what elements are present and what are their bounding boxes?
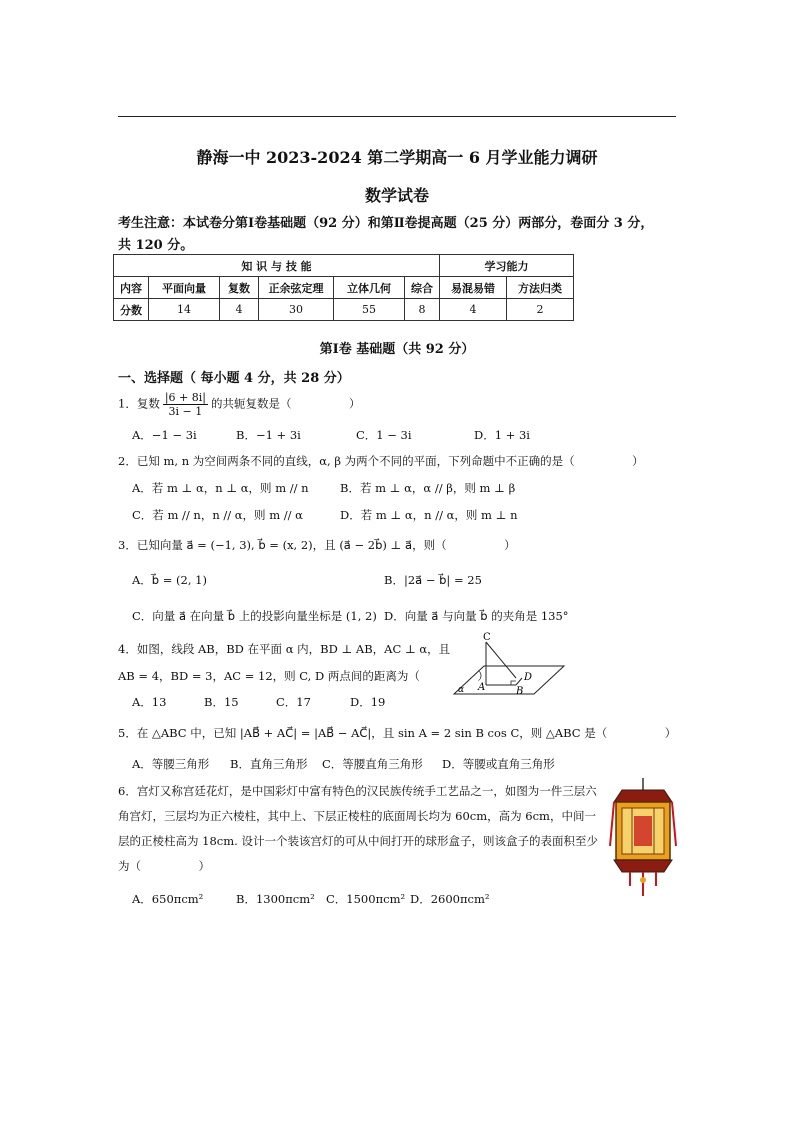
score-table <box>113 254 574 321</box>
segment-cd <box>486 642 516 678</box>
notice-line-2: 共 120 分。 <box>118 238 194 253</box>
exam-notice <box>118 213 680 257</box>
q2-option-a: A．若 m ⊥ α，n ⊥ α，则 m // n <box>132 481 309 495</box>
question-4-line-2: AB = 4，BD = 3，AC = 12，则 C, D 两点间的距离为（ ） <box>118 669 489 683</box>
q2-option-b: B．若 m ⊥ α，α // β，则 m ⊥ β <box>340 481 516 495</box>
question-5: 5．在 △ABC 中，已知 |AB⃗ + AC⃗| = |AB⃗ − AC⃗|，且 sin A = 2 sin B cos C，则 △ABC 是（ ） <box>118 726 677 740</box>
col-header: 平面向量 <box>149 277 220 299</box>
score-cell: 14 <box>149 299 220 321</box>
q4-option-a: A．13 <box>132 695 167 709</box>
score-cell: 55 <box>334 299 405 321</box>
exam-subtitle: 数学试卷 <box>364 186 429 205</box>
q1-option-d: D．1 + 3i <box>474 428 530 442</box>
q1-option-b: B．−1 + 3i <box>236 428 301 442</box>
q1-option-a: A．−1 − 3i <box>132 428 197 442</box>
q4-option-d: D．19 <box>350 695 386 709</box>
label-alpha: α <box>458 685 465 695</box>
label-a: A <box>478 682 486 693</box>
notice-line-1: 考生注意：本试卷分第Ⅰ卷基础题（92 分）和第Ⅱ卷提高题（25 分）两部分，卷面分 3 分， <box>118 216 654 231</box>
q1-fraction <box>163 391 208 418</box>
segment-bd <box>516 678 522 685</box>
col-header: 方法归类 <box>507 277 574 299</box>
q6-option-a: A．650πcm² <box>132 892 204 906</box>
q3-option-c: C．向量 a⃗ 在向量 b⃗ 上的投影向量坐标是 (1, 2) <box>132 609 377 623</box>
label-b: B <box>516 686 524 697</box>
q3-option-b: B．|2a⃗ − b⃗| = 25 <box>384 573 482 587</box>
score-cell: 4 <box>220 299 259 321</box>
question-1 <box>118 391 360 418</box>
q2-option-c: C．若 m // n，n // α，则 m // α <box>132 508 303 522</box>
q5-option-a: A．等腰三角形 <box>132 757 210 771</box>
question-3: 3．已知向量 a⃗ = (−1, 3), b⃗ = (x, 2)，且 (a⃗ − 2b⃗) ⊥ a⃗，则（ ） <box>118 538 516 552</box>
q1-denominator: 3i − 1 <box>168 405 203 418</box>
q6-option-b: B．1300πcm² <box>236 892 315 906</box>
q4-option-b: B．15 <box>204 695 239 709</box>
group-ability: 学习能力 <box>440 255 574 277</box>
top-rule <box>118 116 676 117</box>
q3-option-a: A．b⃗ = (2, 1) <box>132 573 207 587</box>
q5-option-c: C．等腰直角三角形 <box>322 757 423 771</box>
section-heading: 第Ⅰ卷 基础题（共 92 分） <box>319 342 475 357</box>
question-2: 2．已知 m, n 为空间两条不同的直线，α, β 为两个不同的平面，下列命题中不正确的是（ ） <box>118 454 644 468</box>
exam-title: 静海一中 2023-2024 第二学期高一 6 月学业能力调研 <box>196 148 598 167</box>
score-cell: 8 <box>405 299 440 321</box>
row-label-score: 分数 <box>114 299 149 321</box>
row-label-content: 内容 <box>114 277 149 299</box>
lantern-image <box>608 776 678 898</box>
col-header: 正余弦定理 <box>259 277 334 299</box>
q2-option-d: D．若 m ⊥ α，n // α，则 m ⊥ n <box>340 508 518 522</box>
question-4-line-1: 4．如图，线段 AB，BD 在平面 α 内，BD ⊥ AB，AC ⊥ α，且 <box>118 642 451 656</box>
q5-option-d: D．等腰或直角三角形 <box>442 757 555 771</box>
group-knowledge: 知 识 与 技 能 <box>114 255 440 277</box>
score-cell: 4 <box>440 299 507 321</box>
label-d: D <box>524 672 533 683</box>
q5-option-b: B．直角三角形 <box>230 757 308 771</box>
q1-option-c: C．1 − 3i <box>356 428 412 442</box>
q6-option-c: C．1500πcm² <box>326 892 406 906</box>
q4-figure <box>446 630 572 698</box>
q6-option-d: D．2600πcm² <box>410 892 490 906</box>
score-cell: 30 <box>259 299 334 321</box>
col-header: 复数 <box>220 277 259 299</box>
q1-suffix: 的共轭复数是（ ） <box>210 396 361 411</box>
q1-prefix: 1．复数 <box>118 396 160 411</box>
col-header: 立体几何 <box>334 277 405 299</box>
q1-numerator: |6 + 8i| <box>164 391 206 404</box>
score-cell: 2 <box>507 299 574 321</box>
col-header: 易混易错 <box>440 277 507 299</box>
q4-option-c: C．17 <box>276 695 311 709</box>
question-6: 6．宫灯又称宫廷花灯，是中国彩灯中富有特色的汉民族传统手工艺品之一，如图为一件三层六角宫灯，三层均为正六棱柱，其中上、下层正棱柱的底面周长均为 60cm，高为 6cm，中间一层的正棱柱高为 18cm. 设计一个装该宫灯的可从中间打开的球形盒子，则该盒子的表面积至少为（ ） <box>118 784 598 873</box>
right-angle-mark <box>511 681 516 685</box>
col-header: 综合 <box>405 277 440 299</box>
label-c: C <box>483 632 491 643</box>
q3-option-d: D．向量 a⃗ 与向量 b⃗ 的夹角是 135° <box>384 609 569 623</box>
part-heading: 一、选择题（ 每小题 4 分，共 28 分） <box>118 371 350 386</box>
